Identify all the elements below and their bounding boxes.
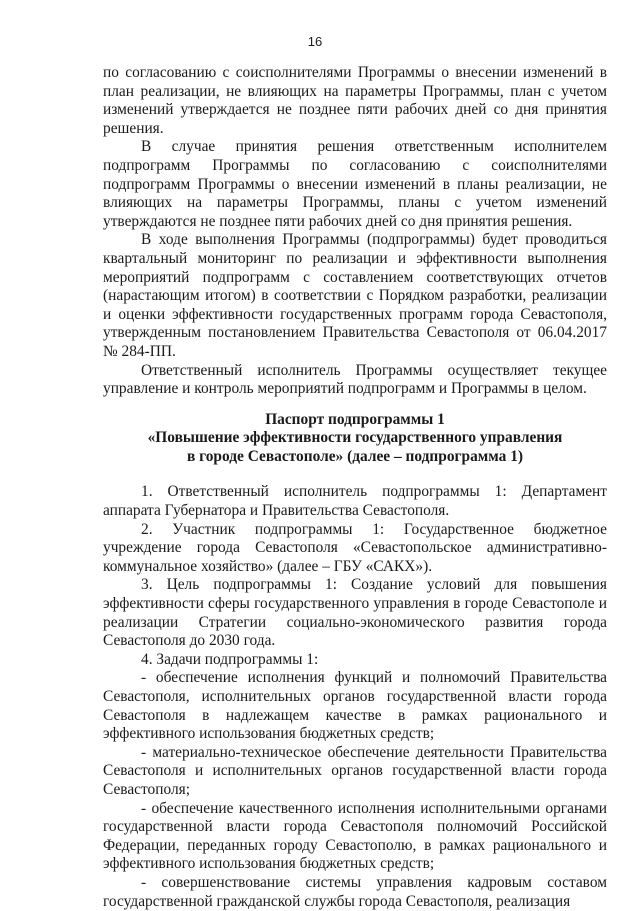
passport-item-tasks: 4. Задачи подпрограммы 1: <box>141 650 319 668</box>
heading-line-2: «Повышение эффективности государственного управления <box>147 429 563 447</box>
task-list-item: - совершенствование системы управления кадровым составом государственной гражданской службы города Севастополя, реализация <box>103 873 607 910</box>
page-number: 16 <box>307 34 323 49</box>
heading-line-1: Паспорт подпрограммы 1 <box>265 410 445 428</box>
passport-item-participant: 2. Участник подпрограммы 1: Государственное бюджетное учреждение города Севастополя «Севастопольское административно-коммунальное хозяйство» (далее – ГБУ «САКХ»). <box>103 520 607 575</box>
document-body <box>103 64 607 911</box>
paragraph-monitoring: В ходе выполнения Программы (подпрограммы) будет проводиться квартальный мониторинг по реализации и эффективности выполнения мероприятий подпрограмм с составлением соответствующих отчетов (нарастающим итогом) в соответствии с Порядком разработки, реализации и оценки эффективности государственных программ города Севастополя, утвержденным постановлением Правительства Севастополя от 06.04.2017 № 284-ПП. <box>103 231 607 360</box>
task-list-item: - обеспечение качественного исполнения исполнительными органами государственной власти города Севастополя полномочий Российской Федерации, переданных городу Севастополю, в рамках рационального и эффективного использования бюджетных средств; <box>103 799 607 873</box>
paragraph-responsible-decision: В случае принятия решения ответственным исполнителем подпрограмм Программы по согласованию с соисполнителями подпрограмм Программы о внесении изменений в планы реализации, не влияющих на параметры Программы, планы с учетом изменений утверждаются не позднее пяти рабочих дней со дня принятия решения. <box>103 138 607 230</box>
heading-line-3: в городе Севастополе» (далее – подпрограмма 1) <box>186 447 524 465</box>
task-list-item: - обеспечение исполнения функций и полномочий Правительства Севастополя, исполнительных органов государственной власти города Севастополя в надлежащем качестве в рамках рационального и эффективного использования бюджетных средств; <box>103 669 607 743</box>
task-list-item: - материально-техническое обеспечение деятельности Правительства Севастополя и исполнительных органов государственной власти города Севастополя; <box>103 743 607 798</box>
passport-item-responsible: 1. Ответственный исполнитель подпрограммы 1: Департамент аппарата Губернатора и Правительства Севастополя. <box>103 483 607 520</box>
paragraph-management: Ответственный исполнитель Программы осуществляет текущее управление и контроль мероприятий подпрограмм и Программы в целом. <box>103 361 607 398</box>
paragraph-continuation: по согласованию с соисполнителями Программы о внесении изменений в план реализации, не влияющих на параметры Программы, план с учетом изменений утверждается не позднее пяти рабочих дней со дня принятия решения. <box>103 64 607 137</box>
subprogram-passport-heading <box>103 411 607 467</box>
passport-item-goal: 3. Цель подпрограммы 1: Создание условий для повышения эффективности сферы государственного управления в городе Севастополе и реализации Стратегии социально-экономического развития города Севастополя до 2030 года. <box>103 576 607 650</box>
